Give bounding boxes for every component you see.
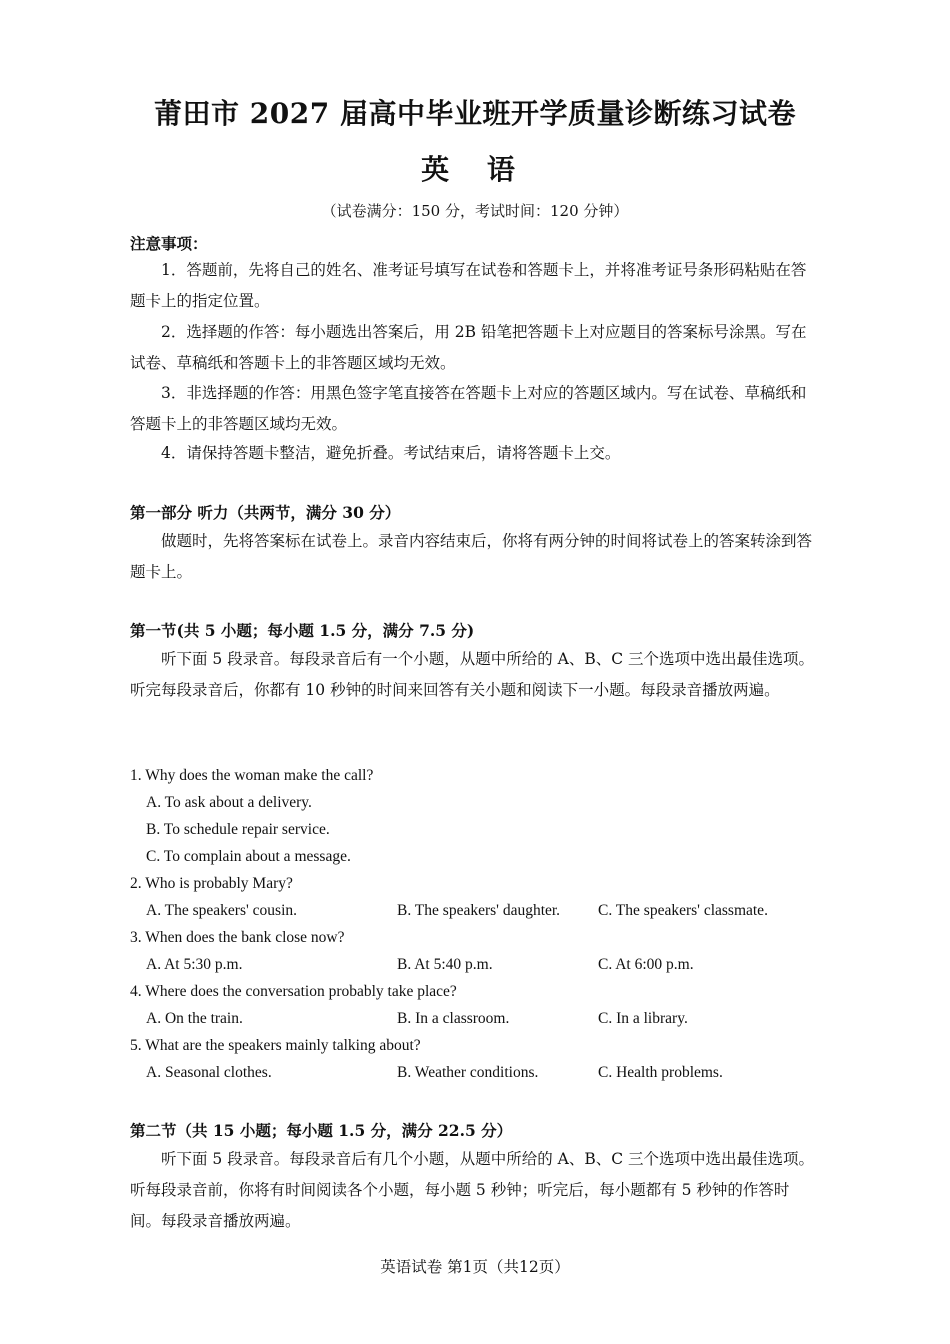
q5-option-b: B. Weather conditions.: [397, 1064, 539, 1081]
q3-option-b: B. At 5:40 p.m.: [397, 956, 493, 973]
q3-option-a: A. At 5:30 p.m.: [146, 956, 243, 973]
notice-heading: 注意事项：: [130, 234, 208, 253]
question-1: 1. Why does the woman make the call?: [130, 767, 374, 784]
question-4: 4. Where does the conversation probably take place?: [130, 983, 457, 1000]
q3-option-c: C. At 6:00 p.m.: [598, 956, 694, 973]
q4-option-b: B. In a classroom.: [397, 1010, 510, 1027]
question-3: 3. When does the bank close now?: [130, 929, 345, 946]
question-5: 5. What are the speakers mainly talking about?: [130, 1037, 421, 1054]
notice-item-3: 3．非选择题的作答：用黑色签字笔直接答在答题卡上对应的答题区域内。写在试卷、草稿纸和答题卡上的非答题区域均无效。: [130, 384, 807, 433]
q1-option-a: A. To ask about a delivery.: [146, 794, 312, 811]
notice-item-4: 4．请保持答题卡整洁，避免折叠。考试结束后，请将答题卡上交。: [161, 444, 621, 462]
q4-option-c: C. In a library.: [598, 1010, 688, 1027]
part1-instructions: 做题时，先将答案标在试卷上。录音内容结束后，你将有两分钟的时间将试卷上的答案转涂到答题卡上。: [130, 532, 813, 581]
q5-option-a: A. Seasonal clothes.: [146, 1064, 272, 1081]
notice-item-1: 1．答题前，先将自己的姓名、准考证号填写在试卷和答题卡上，并将准考证号条形码粘贴在答题卡上的指定位置。: [130, 261, 807, 310]
q2-option-a: A. The speakers' cousin.: [146, 902, 298, 919]
exam-meta: （试卷满分：150 分，考试时间：120 分钟）: [321, 202, 629, 220]
subject-title: 英 语: [421, 153, 529, 186]
page-footer: 英语试卷 第1页（共12页）: [380, 1258, 570, 1276]
part1-heading: 第一部分 听力（共两节，满分 30 分）: [130, 503, 401, 522]
q2-option-c: C. The speakers' classmate.: [598, 902, 768, 919]
section2-heading: 第二节（共 15 小题；每小题 1.5 分，满分 22.5 分）: [130, 1121, 513, 1140]
q1-option-c: C. To complain about a message.: [146, 848, 351, 865]
q1-option-b: B. To schedule repair service.: [146, 821, 330, 838]
q4-option-a: A. On the train.: [146, 1010, 243, 1027]
section1-heading: 第一节(共 5 小题；每小题 1.5 分，满分 7.5 分): [130, 621, 475, 640]
section2-instructions: 听下面 5 段录音。每段录音后有几个小题，从题中所给的 A、B、C 三个选项中选出最佳选项。听每段录音前，你将有时间阅读各个小题，每小题 5 秒钟；听完后，每小题都有 5 秒钟的作答时间。每段录音播放两遍。: [130, 1150, 815, 1230]
q5-option-c: C. Health problems.: [598, 1064, 723, 1081]
notice-item-2: 2．选择题的作答：每小题选出答案后，用 2B 铅笔把答题卡上对应题目的答案标号涂黑。写在试卷、草稿纸和答题卡上的非答题区域均无效。: [130, 323, 807, 372]
exam-title: 莆田市 2027 届高中毕业班开学质量诊断练习试卷: [154, 97, 796, 130]
question-2: 2. Who is probably Mary?: [130, 875, 293, 892]
q2-option-b: B. The speakers' daughter.: [397, 902, 561, 919]
section1-instructions: 听下面 5 段录音。每段录音后有一个小题，从题中所给的 A、B、C 三个选项中选出最佳选项。听完每段录音后，你都有 10 秒钟的时间来回答有关小题和阅读下一小题。每段录音播放两遍。: [130, 650, 815, 699]
